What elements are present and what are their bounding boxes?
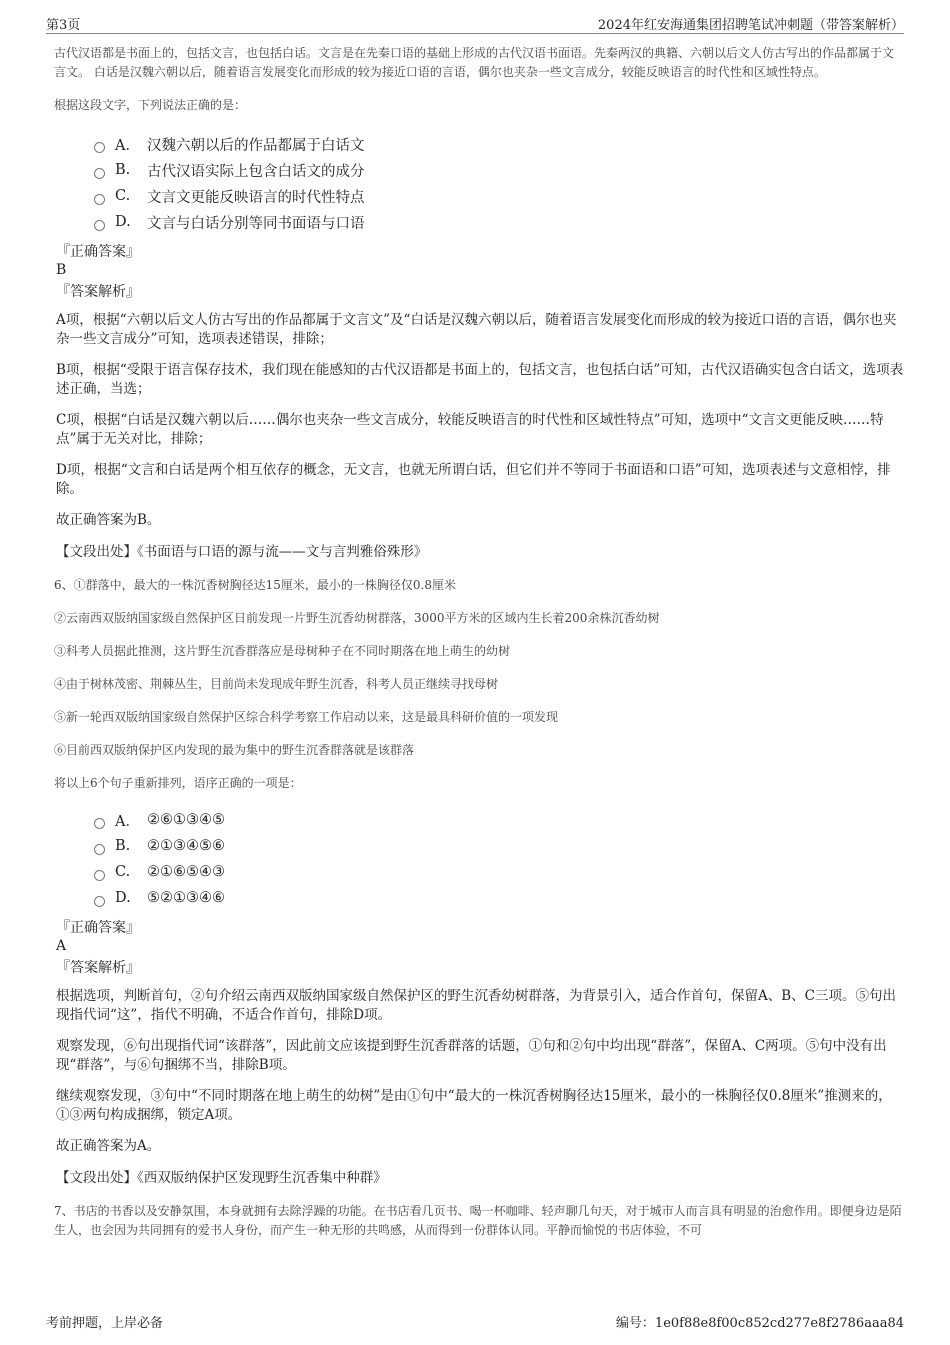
q6-source: 【文段出处】《西双版纳保护区发现野生沉香集中种群》 [56, 1170, 387, 1186]
q6-option-d[interactable] [94, 885, 904, 911]
q5-explanation-a: A项，根据“六朝以后文人仿古写出的作品都属于文言文”及“白话是汉魏六朝以后，随着语言发展变化而形成的较为接近口语的言语，偶尔也夹杂一些文言成分”可知，选项表述错误，排除； [56, 312, 897, 347]
q6-option-c[interactable] [94, 859, 904, 885]
q6-question: 将以上6个句子重新排列，语序正确的一项是： [54, 776, 302, 790]
q5-answer-label: 『正确答案』 [56, 244, 140, 260]
q6-analysis-label: 『答案解析』 [56, 960, 140, 976]
option-letter: C. [115, 864, 131, 880]
radio-icon[interactable] [94, 142, 105, 153]
option-letter: A． [115, 813, 140, 830]
q5-answer: B [56, 262, 67, 278]
q6-sentence-6: ⑥目前西双版纳保护区内发现的最为集中的野生沉香群落就是该群落 [54, 743, 415, 757]
q5-question: 根据这段文字，下列说法正确的是： [54, 98, 247, 112]
document-body [54, 44, 904, 1240]
option-letter: D. [115, 214, 131, 230]
q6-answer: A [56, 938, 67, 954]
q5-analysis-label: 『答案解析』 [56, 284, 140, 300]
q5-explanation-d: D项，根据“文言和白话是两个相互依存的概念，无文言，也就无所谓白话，但它们并不等同于书面语和口语”可知，选项表述与文意相悖，排除。 [56, 462, 891, 497]
radio-icon[interactable] [94, 220, 105, 231]
q5-option-a[interactable] [94, 131, 904, 157]
option-letter: B. [115, 162, 131, 178]
q5-explanation-c: C项，根据“白话是汉魏六朝以后……偶尔也夹杂一些文言成分，较能反映语言的时代性和区域性特点”可知，选项中“文言文更能反映……特点”属于无关对比，排除； [56, 412, 884, 447]
q6-sentence-4: ④由于树林茂密、荆棘丛生，目前尚未发现成年野生沉香，科考人员正继续寻找母树 [54, 677, 499, 691]
page-number: 第3页 [46, 18, 81, 33]
q6-option-b[interactable] [94, 833, 904, 859]
q6-options [94, 807, 904, 911]
radio-icon[interactable] [94, 870, 105, 881]
q6-sentence-1: 6、①群落中，最大的一株沉香树胸径达15厘米，最小的一株胸径仅0.8厘米 [54, 578, 456, 592]
option-letter: C. [115, 188, 131, 204]
option-text: 汉魏六朝以后的作品都属于白话文 [147, 137, 365, 154]
option-text: 文言与白话分别等同书面语与口语 [147, 215, 365, 232]
q5-explanation-b: B项，根据“受限于语言保存技术，我们现在能感知的古代汉语都是书面上的，包括文言，也包括白话”可知，古代汉语确实包含白话文，选项表述正确，当选； [56, 362, 904, 397]
document-title: 2024年红安海通集团招聘笔试冲刺题（带答案解析） [597, 18, 904, 33]
option-text: ②①⑥⑤④③ [147, 864, 225, 880]
q6-sentence-5: ⑤新一轮西双版纳国家级自然保护区综合科学考察工作启动以来，这是最具科研价值的一项发现 [54, 710, 559, 724]
q5-conclusion: 故正确答案为B。 [56, 512, 161, 528]
q5-source: 【文段出处】《书面语与口语的源与流——文与言判雅俗殊形》 [56, 544, 428, 560]
footer-slogan: 考前押题，上岸必备 [46, 1316, 164, 1331]
radio-icon[interactable] [94, 896, 105, 907]
option-letter: D. [115, 890, 131, 906]
q6-sentence-3: ③科考人员据此推测，这片野生沉香群落应是母树种子在不同时期落在地上萌生的幼树 [54, 644, 511, 658]
option-letter: A． [115, 137, 140, 154]
radio-icon[interactable] [94, 168, 105, 179]
q6-sentence-2: ②云南西双版纳国家级自然保护区日前发现一片野生沉香幼树群落，3000平方米的区域内生长着200余株沉香幼树 [54, 611, 660, 625]
q7-passage: 7、书店的书香以及安静氛围，本身就拥有去除浮躁的功能。在书店看几页书、喝一杯咖啡、轻声聊几句天，对于城市人而言具有明显的治愈作用。即便身边是陌生人，也会因为共同拥有的爱书人身份，而产生一种无形的共鸣感，从而得到一份群体认同。平静而愉悦的书店体验，不可 [54, 1204, 902, 1237]
option-text: ②⑥①③④⑤ [147, 812, 225, 828]
radio-icon[interactable] [94, 844, 105, 855]
q6-explanation-1: 根据选项，判断首句，②句介绍云南西双版纳国家级自然保护区的野生沉香幼树群落，为背景引入，适合作首句，保留A、B、C三项。⑤句出现指代词“这”，指代不明确，不适合作首句，排除D项。 [56, 988, 896, 1023]
q5-option-c[interactable] [94, 183, 904, 209]
q5-options [94, 131, 904, 235]
q6-answer-label: 『正确答案』 [56, 920, 140, 936]
q5-option-b[interactable] [94, 157, 904, 183]
radio-icon[interactable] [94, 818, 105, 829]
q5-passage: 古代汉语都是书面上的，包括文言，也包括白话。文言是在先秦口语的基础上形成的古代汉语书面语。先秦两汉的典籍、六朝以后文人仿古写出的作品都属于文言文。 白话是汉魏六朝以后，随着语言发展变化而形成的较为接近口语的言语，偶尔也夹杂一些文言成分，较能反映语言的时代性和区域性特点。 [54, 46, 895, 79]
page-header [46, 12, 904, 34]
option-letter: B. [115, 838, 131, 854]
q6-conclusion: 故正确答案为A。 [56, 1138, 161, 1154]
option-text: ⑤②①③④⑥ [147, 890, 225, 906]
q6-explanation-2: 观察发现，⑥句出现指代词“该群落”，因此前文应该提到野生沉香群落的话题，①句和②句中均出现“群落”，保留A、C两项。⑤句中没有出现“群落”，与⑥句捆绑不当，排除B项。 [56, 1038, 887, 1073]
q5-option-d[interactable] [94, 209, 904, 235]
option-text: 文言文更能反映语言的时代性特点 [147, 189, 365, 206]
option-text: 古代汉语实际上包含白话文的成分 [147, 163, 365, 180]
q6-explanation-3: 继续观察发现，③句中“不同时期落在地上萌生的幼树”是由①句中“最大的一株沉香树胸径达15厘米，最小的一株胸径仅0.8厘米”推测来的，①③两句构成捆绑，锁定A项。 [56, 1088, 892, 1123]
q6-option-a[interactable] [94, 807, 904, 833]
option-text: ②①③④⑤⑥ [147, 838, 225, 854]
radio-icon[interactable] [94, 194, 105, 205]
document-id: 编号：1e0f88e8f00c852cd277e8f2786aaa84 [615, 1316, 904, 1331]
